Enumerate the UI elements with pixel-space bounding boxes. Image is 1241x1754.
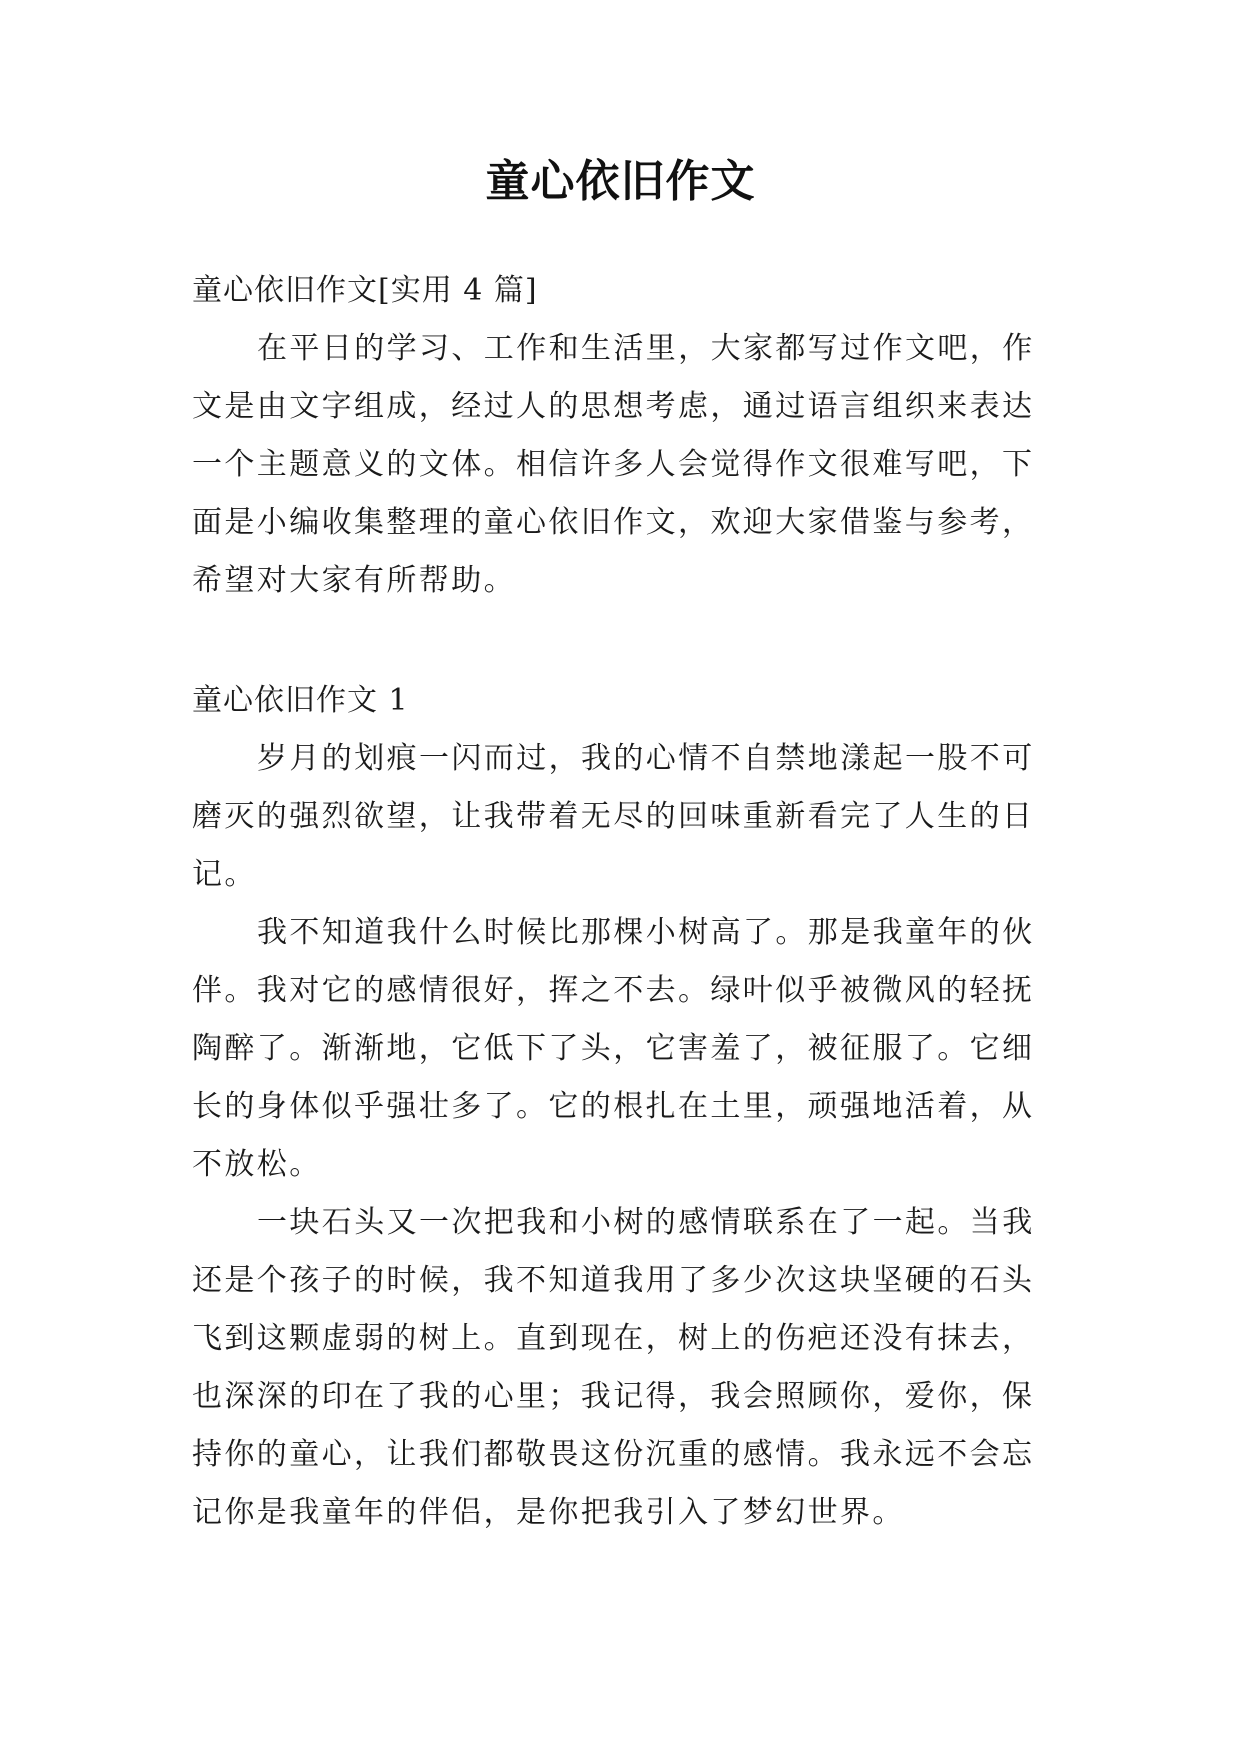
paragraph-line: 伴。我对它的感情很好，挥之不去。绿叶似乎被微风的轻抚 [192,973,1035,1008]
paragraph-line: 岁月的划痕一闪而过，我的心情不自禁地漾起一股不可 [257,741,1035,776]
paragraph-line: 还是个孩子的时候，我不知道我用了多少次这块坚硬的石头 [192,1263,1035,1298]
paragraph-line: 文是由文字组成，经过人的思想考虑，通过语言组织来表达 [192,389,1035,424]
document-body [192,262,1072,1542]
paragraph-line: 陶醉了。渐渐地，它低下了头，它害羞了，被征服了。它细 [192,1031,1035,1066]
paragraph-line: 一块石头又一次把我和小树的感情联系在了一起。当我 [257,1205,1035,1240]
paragraph-line: 记你是我童年的伴侣，是你把我引入了梦幻世界。 [192,1495,905,1530]
intro-paragraph [192,320,1072,610]
section1-paragraph-1 [192,730,1072,904]
paragraph-line: 希望对大家有所帮助。 [192,563,516,598]
paragraph-line: 一个主题意义的文体。相信许多人会觉得作文很难写吧，下 [192,447,1035,482]
paragraph-line: 也深深的印在了我的心里；我记得，我会照顾你，爱你，保 [192,1379,1035,1414]
section-spacer [192,610,1072,672]
section1-paragraph-2 [192,904,1072,1194]
document-title: 童心依旧作文 [485,156,756,207]
intro-heading: 童心依旧作文[实用 4 篇] [192,273,538,308]
paragraph-line: 面是小编收集整理的童心依旧作文，欢迎大家借鉴与参考， [192,505,1035,540]
paragraph-line: 长的身体似乎强壮多了。它的根扎在土里，顽强地活着，从 [192,1089,1035,1124]
paragraph-line: 不放松。 [192,1147,322,1182]
paragraph-line: 我不知道我什么时候比那棵小树高了。那是我童年的伙 [257,915,1035,950]
paragraph-line: 在平日的学习、工作和生活里，大家都写过作文吧，作 [257,331,1035,366]
paragraph-line: 磨灭的强烈欲望，让我带着无尽的回味重新看完了人生的日 [192,799,1035,834]
paragraph-line: 持你的童心，让我们都敬畏这份沉重的感情。我永远不会忘 [192,1437,1035,1472]
section1-paragraph-3 [192,1194,1072,1542]
section1-heading: 童心依旧作文 1 [192,683,409,718]
paragraph-line: 飞到这颗虚弱的树上。直到现在，树上的伤疤还没有抹去， [192,1321,1035,1356]
paragraph-line: 记。 [192,857,257,892]
